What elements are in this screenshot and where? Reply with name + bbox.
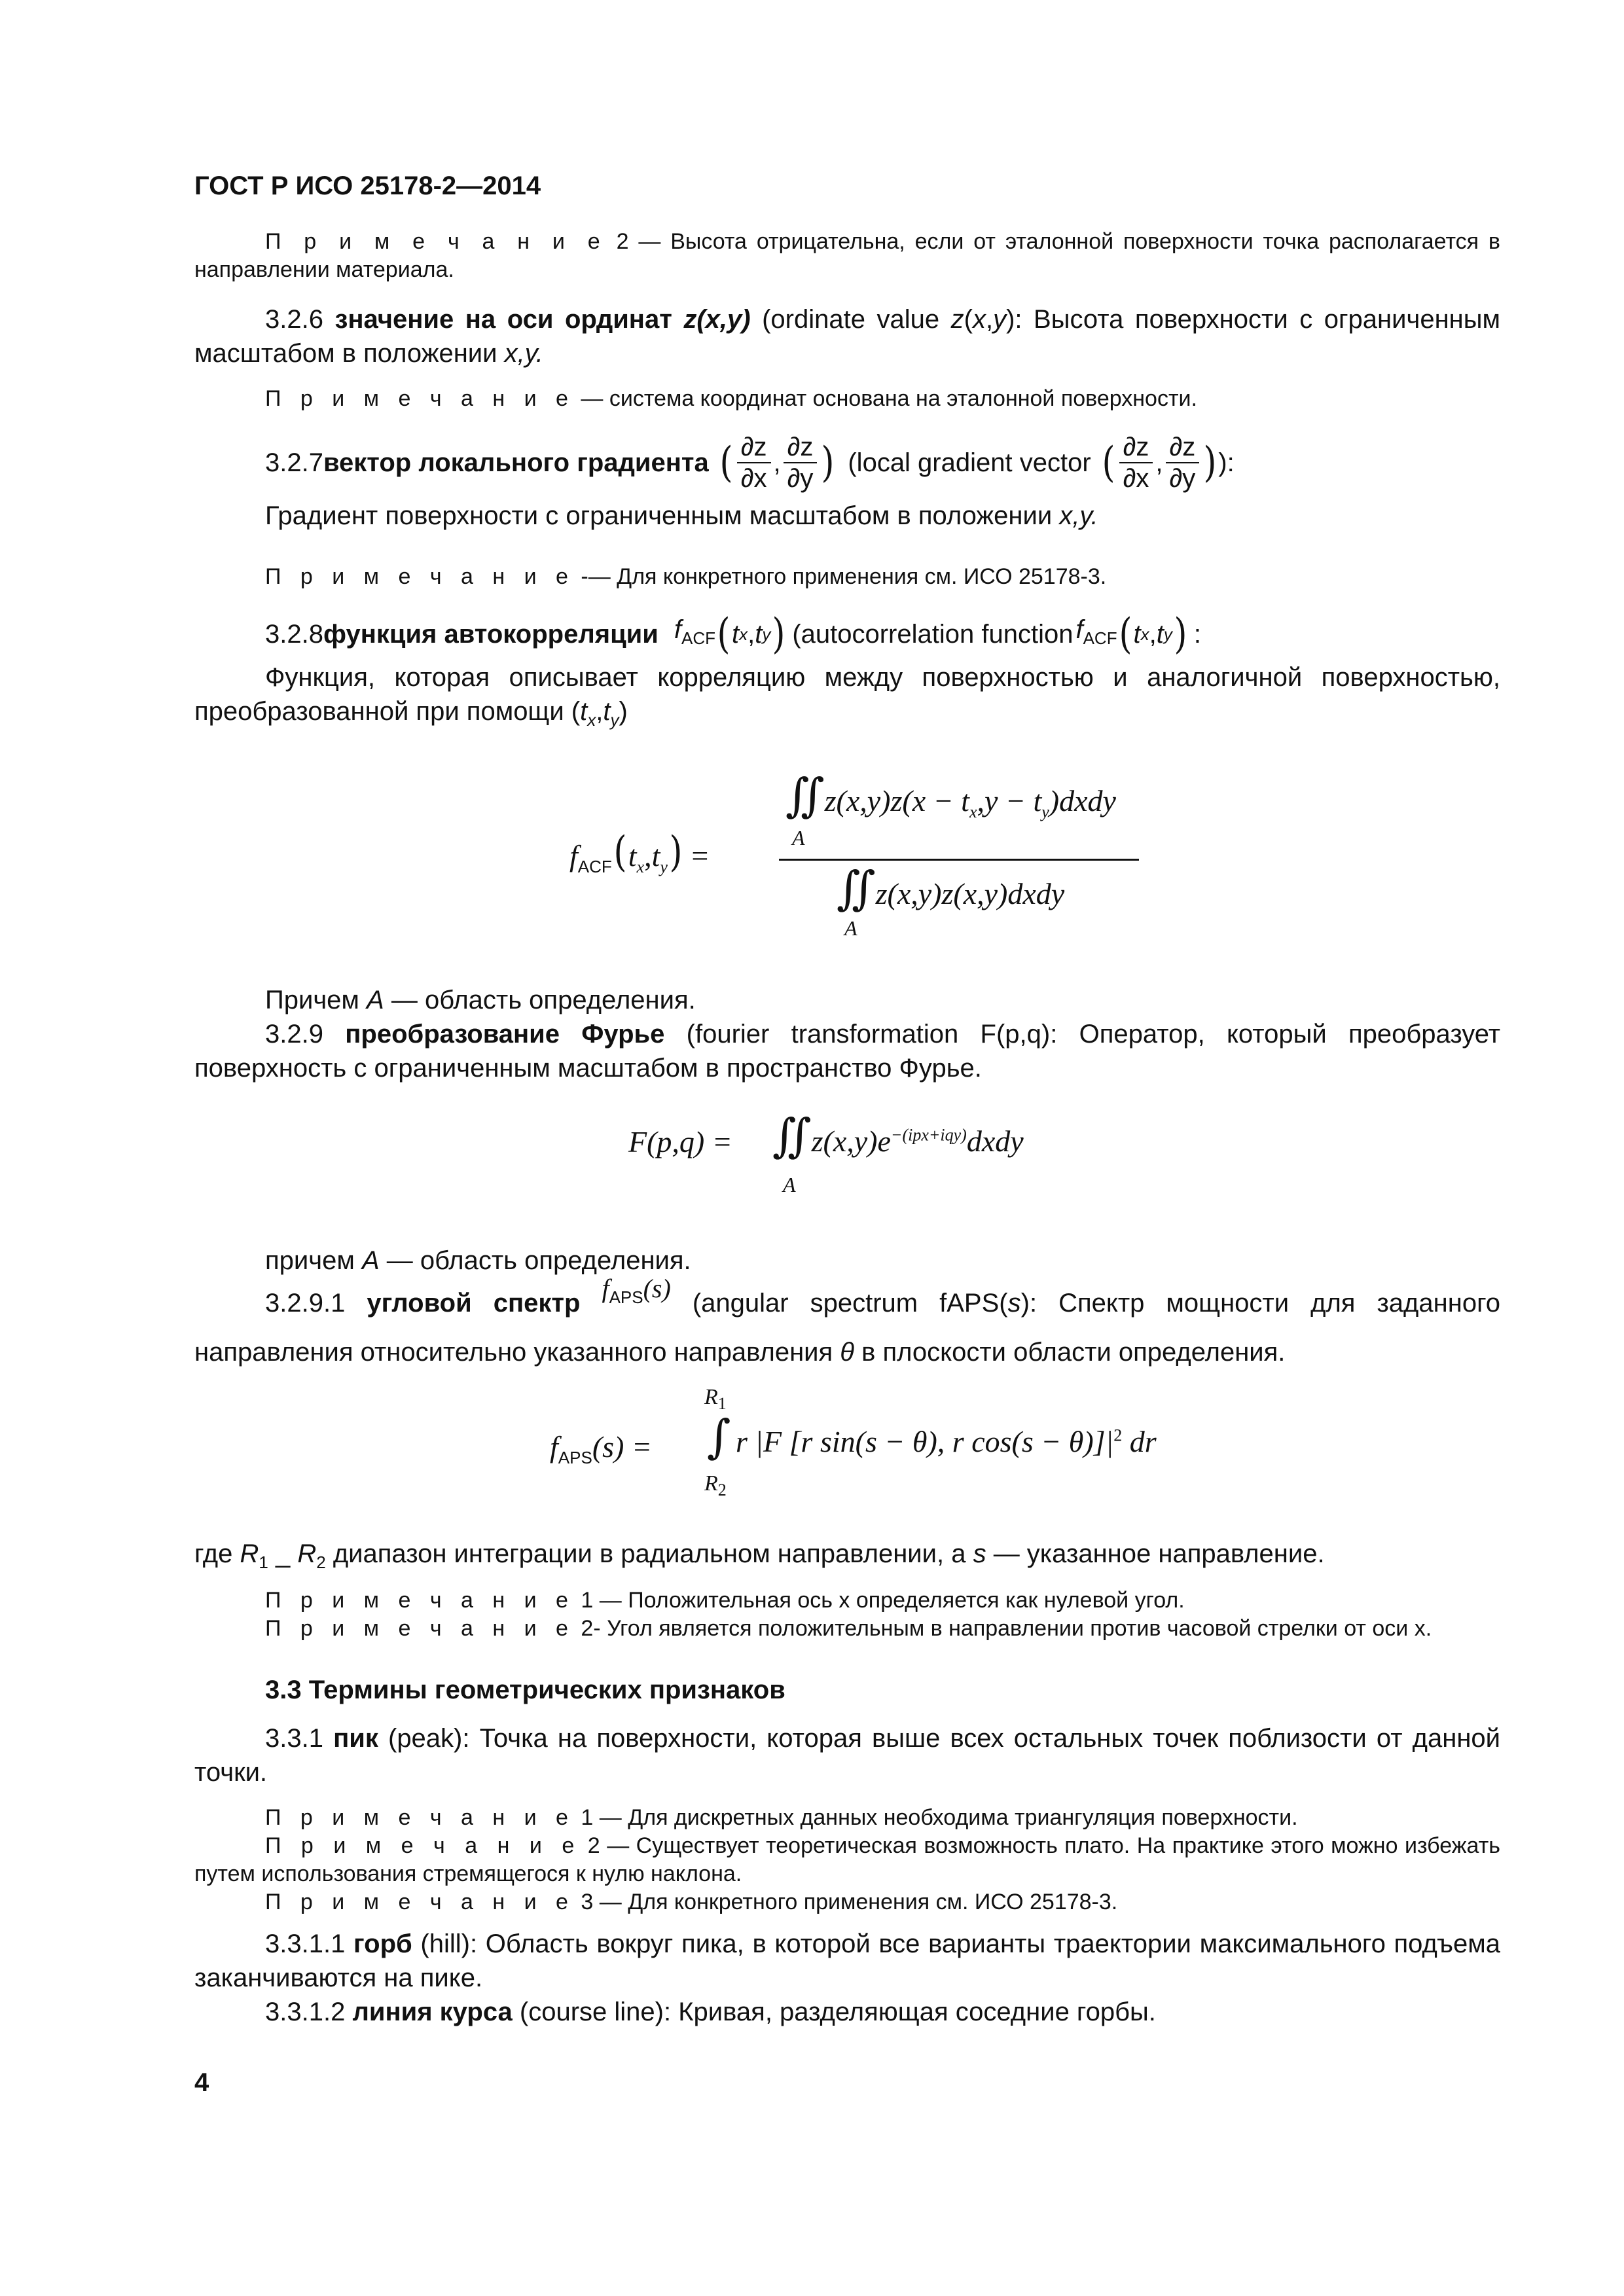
expr: F(p,q) = [628,1125,732,1158]
domain: A [844,916,857,940]
sep: , [596,697,604,726]
sym: t [755,619,763,649]
note-3-2-7 [194,563,1500,591]
left-paren: ( [1102,439,1115,487]
definition-text: ): Спектр мощности для заданного направления относительно указанного направления [194,1289,1501,1367]
sub: y [610,710,619,730]
term: вектор локального градиента [323,448,709,477]
right-paren: ) [1174,609,1187,658]
section-3-2-7: 3.2.7 вектор локального градиента ( $\frac{\partial z}{\partial x}$ , $\frac{\partial z}{\partial y}$ ) (local gradient vector ( $\frac{\partial z}{\partial x}$ , $\frac{\partial z}{\partial y}$ ) ): Градиент поверхности с ограниченным масштабом в положении x,y. [265,433,1235,530]
expr: dr [1122,1425,1157,1458]
expr: (s) = [592,1430,652,1463]
sub: y [1163,624,1172,644]
section-number: 3.2.6 [265,305,335,334]
expr: z(x,y)z(x − t [824,784,969,817]
double-integral-icon: ∬ [772,1109,812,1162]
sym: t [1156,619,1164,649]
sym: t [580,697,588,726]
sub: ACF [1083,628,1117,648]
expr: ,y − t [977,784,1042,817]
note-label: П р и м е ч а н и е [265,386,575,411]
note-text: 1 — Положительная ось x определяется как нулевой угол. [574,1588,1185,1613]
integral-icon: ∫ [707,1410,731,1463]
sym: f [1075,615,1083,644]
sym: R [297,1539,317,1568]
sub: ACF [577,857,612,877]
sym: f [602,1274,609,1303]
sym: x,y. [1059,501,1098,530]
note-text: -— Для конкретного применения см. ИСО 25178-3. [574,564,1107,589]
expr: z(x,y)z(x,y)dxdy [875,877,1065,910]
term: значение на оси ординат [334,305,684,334]
sym: A [367,986,384,1014]
sub: y [762,624,771,644]
definition-text: (angular spectrum fAPS( [670,1289,1008,1318]
sub: x [636,857,645,877]
domain: A [783,1173,796,1196]
numerator: ∂z [1119,432,1153,463]
expr: dxdy [966,1124,1024,1158]
section-number: 3.3.1.2 [265,1998,353,2026]
section-3-2-6 [194,302,1500,370]
note-label: П р и м е ч а н и е [265,1588,575,1613]
right-paren: ) [772,609,785,658]
sym: A [361,1246,380,1275]
term: преобразование Фурье [345,1020,665,1049]
note-label: П р и м е ч а н и е [265,229,607,254]
sym: t [628,839,637,872]
numerator: ∂z [784,432,818,463]
left-paren: ( [717,609,731,658]
document-header [194,169,1500,203]
right-paren: ) [1203,439,1217,487]
right-paren: ) [669,828,683,876]
section-number: 3.2.7 [265,448,323,477]
note-text: — система координат основана на эталонной поверхности. [574,386,1197,411]
sym: s [1007,1289,1021,1318]
eq-lhs: $f_{ACF}(t_x,t_y)$ = [569,828,709,877]
equals: = [691,839,709,872]
sym: t [603,697,611,726]
left-paren: ( [613,828,627,876]
range-sentence [194,1537,1500,1579]
definition-text: (fourier transformation F(p,q): Оператор, который преобразует поверхность с ограниченным масштабом в пространство Фурье. [194,1020,1501,1083]
text: — указанное направление. [986,1539,1325,1568]
text: ): Высота поверхности с ограниченным масштабом в положении [194,305,1500,368]
sym: f [674,615,681,644]
sub: 2 [717,1480,727,1499]
text: где [194,1539,240,1568]
term: линия курса [352,1998,513,2026]
term-symbol: z(x,y) [683,305,751,334]
note-text: 2 — Существует теоретическая возможность плато. На практике этого можно избежать путем использования стремящегося к нулю наклона. [194,1833,1500,1886]
double-integral-icon: ∬ [785,768,825,822]
fraction-bar [779,859,1139,861]
sym: t [1133,619,1141,649]
sub: x [739,624,748,644]
double-integral-icon: ∬ [837,861,876,915]
sym: z [950,305,964,334]
text: Причем [265,986,367,1014]
sym: y [993,305,1007,334]
definition-text: в плоскости области определения. [854,1338,1286,1367]
sym: t [651,839,660,872]
definition-text: (hill): Область вокруг пика, в которой все варианты траектории максимального подъема заканчиваются на пике. [194,1929,1500,1992]
sub: APS [558,1448,592,1468]
text: ( [964,305,973,334]
left-paren: ( [719,439,733,487]
sub: y [1041,802,1049,822]
section-3-2-8: 3.2.8 функция автокорреляции $f_{ACF}$ ( t x , t y ) (autocorrelation function $f_{ACF}$ ( t x , t y ) : Функция, которая описывает корреляцию между поверхностью и аналогичной поверхностью, преобразованной при помощи $(t_x,t_y)$ [194,609,1500,730]
sub: 1 [259,1552,268,1572]
sym: R [704,1471,718,1496]
eq-domain-top [792,826,805,850]
sym: t [731,619,740,649]
section-number: 3.2.8 [265,619,323,649]
tail: : [1193,619,1202,649]
domain-sentence-1 [194,983,1500,1017]
denominator: ∂x [1123,464,1149,493]
page-footer [194,2066,1500,2100]
sub: x [969,802,977,822]
numerator: ∂z [1166,432,1200,463]
text: — область определения. [379,1246,691,1275]
domain-sentence-2 [194,1244,1500,1278]
sym: R [704,1385,718,1409]
term-en: (local gradient vector [848,448,1091,477]
section-3-3-1 [194,1721,1500,1789]
eq-lower-limit [704,1471,727,1500]
note-text: 1 — Для дискретных данных необходима триангуляция поверхности. [574,1805,1298,1830]
eq-domain [783,1173,796,1197]
sym: (s) [643,1274,671,1303]
tail: ): [1218,448,1235,477]
denominator: ∂y [1169,464,1196,493]
definition-text: Градиент поверхности с ограниченным масштабом в положении [265,501,1060,530]
sym: x [972,305,986,334]
sub: APS [609,1287,643,1307]
partial-fraction-x [737,432,771,493]
right-paren: ) [821,439,835,487]
eq-lhs [550,1429,652,1468]
term: пик [333,1724,378,1753]
partial-fraction-y [784,432,818,493]
term: функция автокорреляции [323,619,659,649]
page-number: 4 [194,2068,209,2097]
text: (ordinate value [750,305,951,334]
note-text: 2- Угол является положительным в направлении против часовой стрелки от оси x. [574,1616,1432,1641]
section-heading: 3.3 Термины геометрических признаков [265,1676,785,1704]
expr: z(x,y)e [811,1124,891,1158]
eq-lhs [628,1124,732,1159]
section-3-3 [194,1673,1500,1707]
sym: s [973,1539,986,1568]
eq-domain-bottom [844,916,857,941]
sym: f [569,839,578,872]
sym: θ [840,1338,854,1367]
definition-text: (peak): Точка на поверхности, которая выше всех остальных точек поблизости от данной точки. [194,1724,1500,1787]
eq-integral [707,1410,731,1463]
expr: )dxdy [1049,784,1116,817]
section-number: 3.3.1 [265,1724,334,1753]
denominator: ∂y [787,464,814,493]
eq-numerator [785,768,1116,822]
sym: f [550,1430,558,1463]
sep: _ [268,1539,298,1568]
text: — область определения. [384,986,696,1014]
eq-denominator [837,861,1065,915]
sym: x,y. [504,339,543,368]
eq-body [772,1109,1024,1162]
section-number: 3.2.9.1 [265,1289,367,1318]
sub: x [1140,624,1149,644]
note-text: 3 — Для конкретного применения см. ИСО 25178-3. [574,1890,1118,1914]
text: , [985,305,994,334]
notes-aps [194,1587,1500,1643]
expr: r |F [r sin(s − θ), r cos(s − θ)]| [736,1425,1114,1458]
section-3-3-1-2 [194,1995,1500,2029]
text: диапазон интеграции в радиальном направлении, а [325,1539,973,1568]
section-3-3-1-1 [194,1927,1500,1995]
note-label: П р и м е ч а н и е [265,1833,581,1858]
note-label: П р и м е ч а н и е [265,1805,575,1830]
note-label: П р и м е ч а н и е [265,564,575,589]
term-en: (autocorrelation function [792,619,1074,649]
left-paren: ( [1119,609,1132,658]
section-3-2-9-1 [194,1274,1501,1372]
section-number: 3.3.1.1 [265,1929,354,1958]
definition-text: Функция, которая описывает корреляцию между поверхностью и аналогичной поверхностью, преобразованной при помощи ( [194,663,1500,726]
note-top [194,228,1500,284]
section-number: 3.2.9 [265,1020,346,1049]
text: причем [265,1246,362,1275]
section-3-2-9 [194,1017,1500,1085]
sub: y [660,857,668,877]
note-label: П р и м е ч а н и е [265,1890,575,1914]
term: угловой спектр [367,1289,581,1318]
note-text: 2 — Высота отрицательна, если от эталонной поверхности точка располагается в направлении материала. [194,229,1500,282]
sub: 1 [717,1393,727,1413]
notes-3-3-1 [194,1804,1500,1916]
sub: 2 [316,1552,326,1572]
note-label: П р и м е ч а н и е [265,1616,575,1641]
paren: ) [619,697,628,726]
term: горб [353,1929,412,1958]
partial-fraction-y-2 [1166,432,1200,493]
standard-title: ГОСТ Р ИСО 25178-2—2014 [194,171,541,200]
sub: x [587,710,596,730]
note-3-2-6 [194,385,1500,413]
domain: A [792,826,805,850]
denominator: ∂x [740,464,767,493]
eq-body [736,1424,1157,1459]
partial-fraction-x-2 [1119,432,1153,493]
definition-text: (course line): Кривая, разделяющая соседние горбы. [512,1998,1156,2026]
exponent: 2 [1113,1426,1123,1445]
sym: R [240,1539,259,1568]
exponent: −(ipx+iqy) [890,1125,967,1145]
numerator: ∂z [737,432,771,463]
sub: ACF [681,628,715,648]
